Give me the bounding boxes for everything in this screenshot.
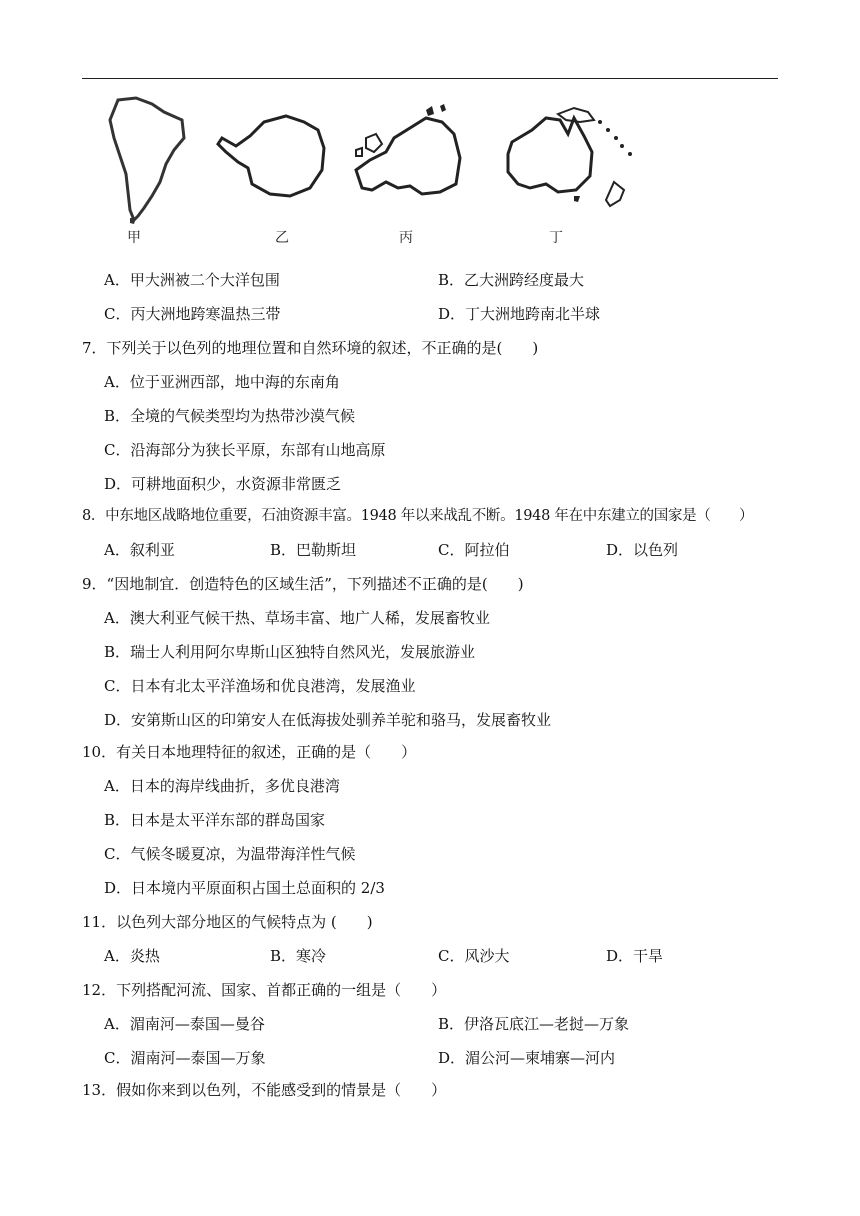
q10-option-b: B．日本是太平洋东部的群岛国家	[104, 811, 326, 829]
q6-option-b: B．乙大洲跨经度最大	[438, 271, 585, 289]
q9-option-b: B．瑞士人利用阿尔卑斯山区独特自然风光，发展旅游业	[104, 643, 476, 661]
q8-option-c: C．阿拉伯	[438, 541, 510, 559]
continent-ding-tasmania	[574, 196, 580, 202]
q7-stem: 7．下列关于以色列的地理位置和自然环境的叙述，不正确的是( )	[82, 339, 539, 357]
q8-option-a: A．叙利亚	[104, 541, 175, 559]
q7-option-b: B．全境的气候类型均为热带沙漠气候	[104, 407, 356, 425]
q7-option-a: A．位于亚洲西部，地中海的东南角	[104, 373, 340, 391]
q10-stem: 10．有关日本地理特征的叙述，正确的是（ ）	[82, 743, 417, 761]
q11-option-d: D．干旱	[606, 947, 664, 965]
continent-yi-outline	[218, 116, 324, 196]
q12-stem: 12．下列搭配河流、国家、首都正确的一组是（ ）	[82, 981, 447, 999]
continent-ding-island-4	[620, 144, 624, 148]
q9-option-a: A．澳大利亚气候干热、草场丰富、地广人稀，发展畜牧业	[104, 609, 490, 627]
q9-option-d: D．安第斯山区的印第安人在低海拔处驯养羊驼和骆马，发展畜牧业	[104, 711, 552, 729]
q11-option-c: C．风沙大	[438, 947, 510, 965]
q12-option-d: D．湄公河—柬埔寨—河内	[438, 1049, 616, 1067]
q10-option-d: D．日本境内平原面积占国土总面积的 2/3	[104, 879, 385, 897]
q6-option-a: A．甲大洲被二个大洋包围	[104, 271, 280, 289]
q9-option-c: C．日本有北太平洋渔场和优良港湾，发展渔业	[104, 677, 416, 695]
continent-ding-outline	[508, 118, 592, 192]
figure-label-jia: 甲	[127, 230, 141, 246]
continent-bing-island-4	[440, 104, 446, 112]
figure-label-yi: 乙	[275, 230, 289, 246]
figure-label-bing: 丙	[399, 230, 413, 246]
q8-stem: 8．中东地区战略地位重要，石油资源丰富。1948 年以来战乱不断。1948 年在中东建立的国家是（ ）	[82, 508, 754, 524]
continent-bing-outline	[356, 118, 460, 194]
q7-option-d: D．可耕地面积少，水资源非常匮乏	[104, 475, 342, 493]
continent-ding-island-2	[606, 128, 610, 132]
q8-option-d: D．以色列	[606, 541, 679, 559]
q10-option-a: A．日本的海岸线曲折，多优良港湾	[104, 777, 340, 795]
q6-option-d: D．丁大洲地跨南北半球	[438, 305, 601, 323]
q9-stem: 9．“因地制宜．创造特色的区域生活”，下列描述不正确的是( )	[82, 575, 524, 593]
q11-option-a: A．炎热	[104, 947, 160, 965]
continent-bing-island-2	[356, 148, 362, 156]
continent-ding-island-1	[598, 120, 602, 124]
continent-ding-newzealand	[606, 182, 624, 206]
q6-option-c: C．丙大洲地跨寒温热三带	[104, 305, 281, 323]
continent-ding-island-3	[614, 136, 618, 140]
continent-jia-outline	[110, 98, 184, 220]
q11-stem: 11．以色列大部分地区的气候特点为 ( )	[82, 913, 373, 931]
continent-outlines-figure	[100, 92, 660, 252]
header-rule	[82, 78, 778, 79]
q12-option-b: B．伊洛瓦底江—老挝—万象	[438, 1015, 630, 1033]
figure-label-ding: 丁	[549, 230, 563, 246]
q10-option-c: C．气候冬暖夏凉，为温带海洋性气候	[104, 845, 356, 863]
continent-bing-island-1	[366, 134, 382, 152]
q11-option-b: B．寒冷	[270, 947, 327, 965]
q12-option-a: A．湄南河—泰国—曼谷	[104, 1015, 265, 1033]
continent-outlines-svg	[100, 92, 660, 252]
q13-stem: 13．假如你来到以色列，不能感受到的情景是（ ）	[82, 1081, 447, 1099]
q12-option-c: C．湄南河—泰国—万象	[104, 1049, 266, 1067]
q7-option-c: C．沿海部分为狭长平原，东部有山地高原	[104, 441, 386, 459]
continent-bing-island-3	[426, 106, 434, 116]
q8-option-b: B．巴勒斯坦	[270, 541, 357, 559]
continent-ding-island-5	[628, 152, 632, 156]
